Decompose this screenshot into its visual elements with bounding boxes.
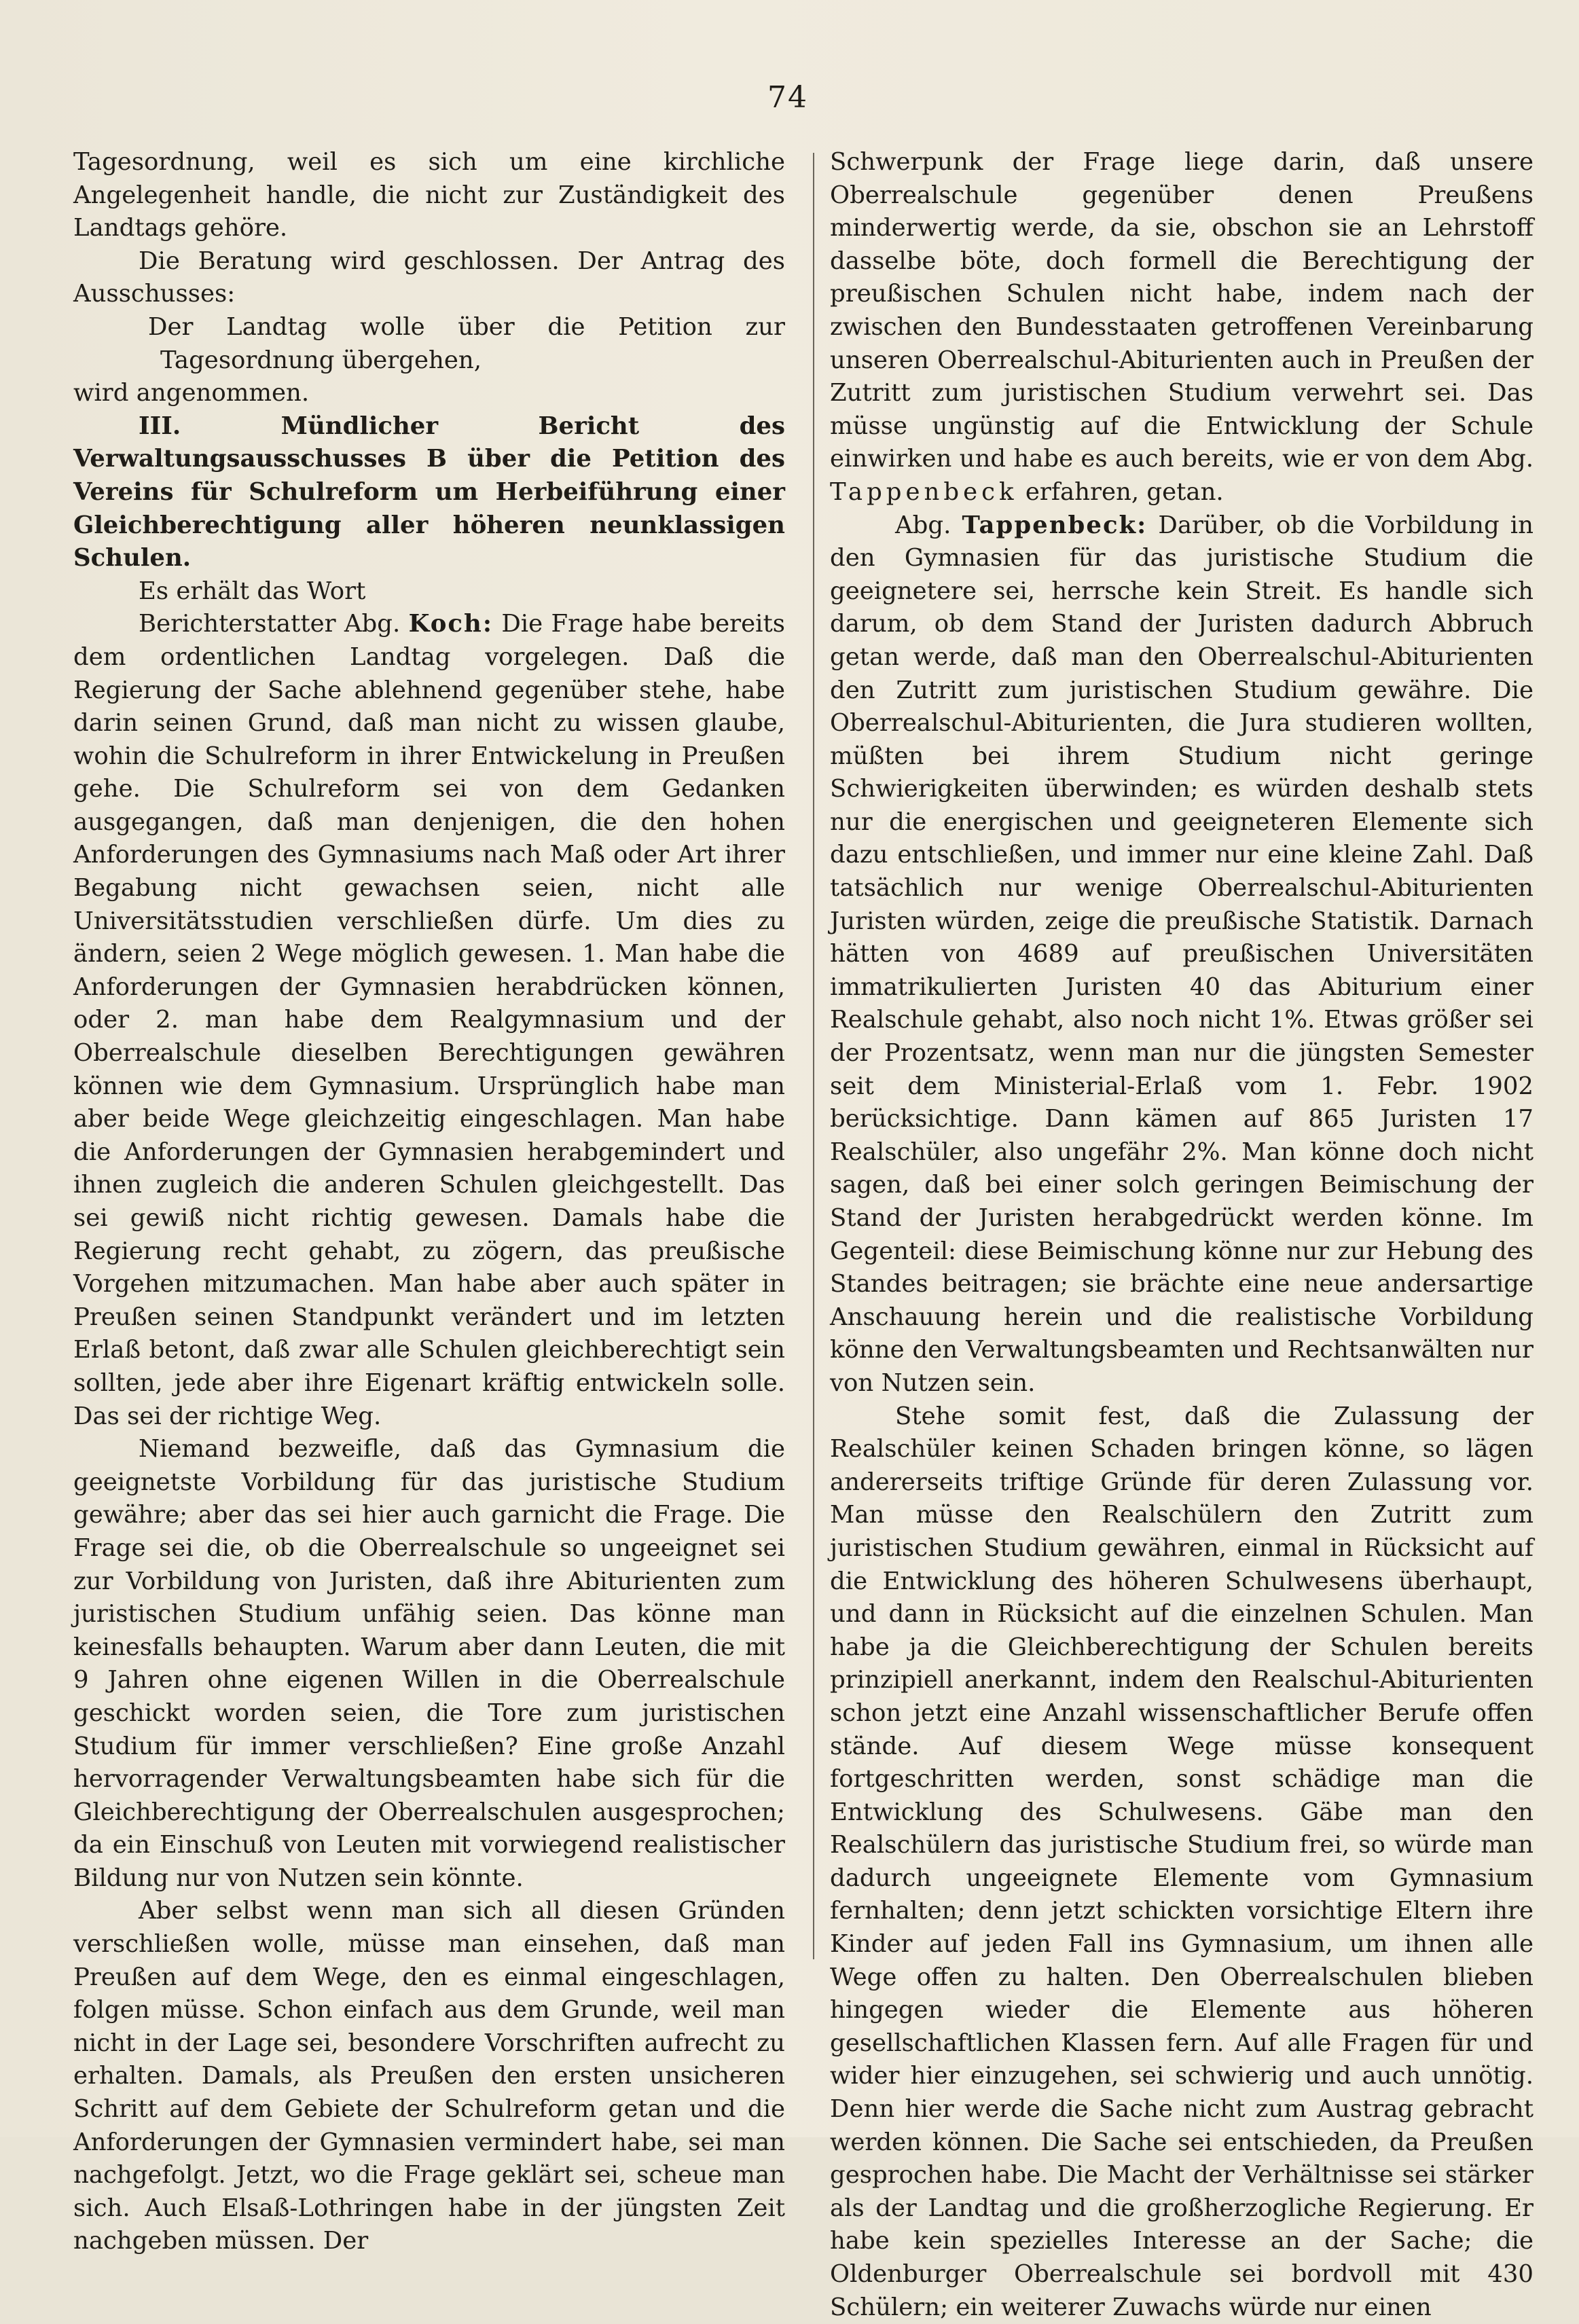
column-divider [813,153,814,1959]
speech-paragraph [830,509,1533,1400]
paragraph: wird angenommen. [73,379,310,407]
section-number: III. [139,412,181,440]
speaker-role: Abg. [895,511,951,539]
speaker-role: Berichterstatter Abg. [139,610,401,638]
paragraph: Niemand bezweifle, daß das Gymnasium die geeignetste Vorbildung für das juristische Studium gewähre; aber das sei hier auch garnicht die Frage. Die Frage sei die, ob die Oberrealschule so ungeeignet sei zur Vorbildung von Juristen, daß ihre Abiturienten zum juristischen Studium unfähig seien. Das könne man keinesfalls behaupten. Warum aber dann Leuten, die mit 9 Jahren ohne eigenen Willen in die Oberrealschule geschickt worden seien, die Tore zum juristischen Studium für immer verschließen? Eine große Anzahl hervorragender Verwaltungsbeamten habe sich für die Gleichberechtigung der Oberrealschulen ausgesprochen; da ein Einschuß von Leuten mit vorwiegend realistischer Bildung nur von Nutzen sein könnte. [73,1435,785,1892]
speech-text: Die Frage habe bereits dem ordentlichen Landtag vorgelegen. Daß die Regierung der Sache ablehnend gegenüber stehe, habe darin seinen Grund, daß man nicht zu wissen glaube, wohin die Schulreform in ihrer Entwickelung in Preußen gehe. Die Schulreform sei von dem Gedanken ausgegangen, daß man denjenigen, die den hohen Anforderungen des Gymnasiums nach Maß oder Art ihrer Begabung nicht gewachsen seien, nicht alle Universitätsstudien verschließen dürfe. Um dies zu ändern, seien 2 Wege möglich gewesen. 1. Man habe die Anforderungen der Gymnasien herabdrücken können, oder 2. man habe dem Realgymnasium und der Oberrealschule dieselben Berechtigungen gewähren können wie dem Gymnasium. Ursprünglich habe man aber beide Wege gleichzeitig eingeschlagen. Man habe die Anforderungen der Gymnasien herabgemindert und ihnen zugleich die anderen Schulen gleichgestellt. Das sei gewiß nicht richtig gewesen. Damals habe die Regierung recht gehabt, zu zögern, das preußische Vorgehen mitzumachen. Man habe aber auch später in Preußen seinen Standpunkt verändert und im letzten Erlaß betont, daß zwar alle Schulen gleichberechtigt sein sollten, jede aber ihre Eigenart kräftig entwickeln solle. Das sei der richtige Weg. [73,610,785,1430]
right-column [830,146,1533,2324]
speech-paragraph [73,608,785,1433]
section-heading [73,410,785,575]
paragraph: Aber selbst wenn man sich all diesen Gründen verschließen wolle, müsse man einsehen, daß man Preußen auf dem Wege, den es einmal eingeschlagen, folgen müsse. Schon einfach aus dem Grunde, weil man nicht in der Lage sei, besondere Vorschriften aufrecht zu erhalten. Damals, als Preußen den ersten unsicheren Schritt auf dem Gebiete der Schulreform getan und die Anforderungen der Gymnasien vermindert habe, sei man nachgefolgt. Jetzt, wo die Frage geklärt sei, scheue man sich. Auch Elsaß-Lothringen habe in der jüngsten Zeit nachgeben müssen. Der [73,1897,785,2255]
speaker-name: Koch: [408,610,493,638]
section-title: Mündlicher Bericht des Verwaltungsausschusses B über die Petition des Vereins für Schulreform um Herbeiführung einer Gleichberechtigung aller höheren neunklassigen Schulen. [73,412,785,573]
paragraph [830,146,1533,509]
paragraph: Stehe somit fest, daß die Zulassung der Realschüler keinen Schaden bringen könne, so lägen andererseits triftige Gründe für deren Zulassung vor. Man müsse den Realschülern den Zutritt zum juristischen Studium gewähren, einmal in Rücksicht auf die Entwicklung des höheren Schulwesens überhaupt, und dann in Rücksicht auf die einzelnen Schulen. Man habe ja die Gleichberechtigung der Schulen bereits prinzipiell anerkannt, indem den Realschul-Abiturienten schon jetzt eine Anzahl wissenschaftlicher Berufe offen stände. Auf diesem Wege müsse konsequent fortgeschritten werden, sonst schädige man die Entwicklung des Schulwesens. Gäbe man den Realschülern das juristische Studium frei, so würde man dadurch ungeeignete Elemente vom Gymnasium fernhalten; denn jetzt schickten vorsichtige Eltern ihre Kinder auf jeden Fall ins Gymnasium, um ihnen alle Wege offen zu halten. Den Oberrealschulen blieben hingegen wieder die Elemente aus höheren gesellschaftlichen Klassen fern. Auf alle Fragen für und wider hier einzugehen, sei schwierig und auch unnötig. Denn hier werde die Sache nicht zum Austrag gebracht werden können. Die Sache sei entschieden, da Preußen gesprochen habe. Die Macht der Verhältnisse sei stärker als der Landtag und die großherzogliche Regierung. Er habe kein spezielles Interesse an der Sache; die Oldenburger Oberrealschule sei bordvoll mit 430 Schülern; ein weiterer Zuwachs würde nur einen [830,1402,1533,2321]
left-column [73,146,785,2258]
speech-text: Darüber, ob die Vorbildung in den Gymnasien für das juristische Studium die geeignetere sei, herrsche kein Streit. Es handle sich darum, ob dem Stand der Juristen dadurch Abbruch getan werde, daß man den Oberrealschul-Abiturienten den Zutritt zum juristischen Studium gewähre. Die Oberrealschul-Abiturienten, die Jura studieren wollten, müßten bei ihrem Studium nicht geringe Schwierigkeiten überwinden; es würden deshalb stets nur die energischen und geeigneteren Elemente sich dazu entschließen, und immer nur eine kleine Zahl. Daß tatsächlich nur wenige Oberrealschul-Abiturienten Juristen würden, zeige die preußische Statistik. Darnach hätten von 4689 auf preußischen Universitäten immatrikulierten Juristen 40 das Abiturium einer Realschule gehabt, also noch nicht 1%. Etwas größer sei der Prozentsatz, wenn man nur die jüngsten Semester seit dem Ministerial-Erlaß vom 1. Febr. 1902 berücksichtige. Dann kämen auf 865 Juristen 17 Realschüler, also ungefähr 2%. Man könne doch nicht sagen, daß bei einer solch geringen Beimischung der Stand der Juristen herabgedrückt werden könne. Im Gegenteil: diese Beimischung könne nur zur Hebung des Standes beitragen; sie brächte eine neue andersartige Anschauung herein und die realistische Vorbildung könne den Verwaltungsbeamten und Rechtsanwälten nur von Nutzen sein. [830,511,1533,1397]
paragraph-text: Schwerpunk der Frage liege darin, daß unsere Oberrealschule gegenüber denen Preußens minderwertig werde, da sie, obschon sie an Lehrstoff dasselbe böte, doch formell die Berechtigung der preußischen Schulen nicht habe, indem nach der zwischen den Bundesstaaten getroffenen Vereinbarung unseren Oberrealschul-Abiturienten auch in Preußen der Zutritt zum juristischen Studium verwehrt sei. Das müsse ungünstig auf die Entwicklung der Schule einwirken und habe es auch bereits, wie er von dem Abg. [830,148,1534,473]
paragraph: Es erhält das Wort [139,577,366,605]
motion-quote: Der Landtag wolle über die Petition zur Tagesordnung übergehen, [148,312,785,374]
speaker-name: Tappenbeck: [962,511,1148,539]
paragraph: Die Beratung wird geschlossen. Der Antrag des Ausschusses: [73,247,785,308]
speaker-reference: Tappenbeck [830,477,1018,506]
paragraph: Tagesordnung, weil es sich um eine kirchliche Angelegenheit handle, die nicht zur Zuständigkeit des Landtags gehöre. [73,148,785,242]
page-number: 74 [767,80,808,115]
paragraph-text: erfahren, getan. [1025,477,1224,506]
